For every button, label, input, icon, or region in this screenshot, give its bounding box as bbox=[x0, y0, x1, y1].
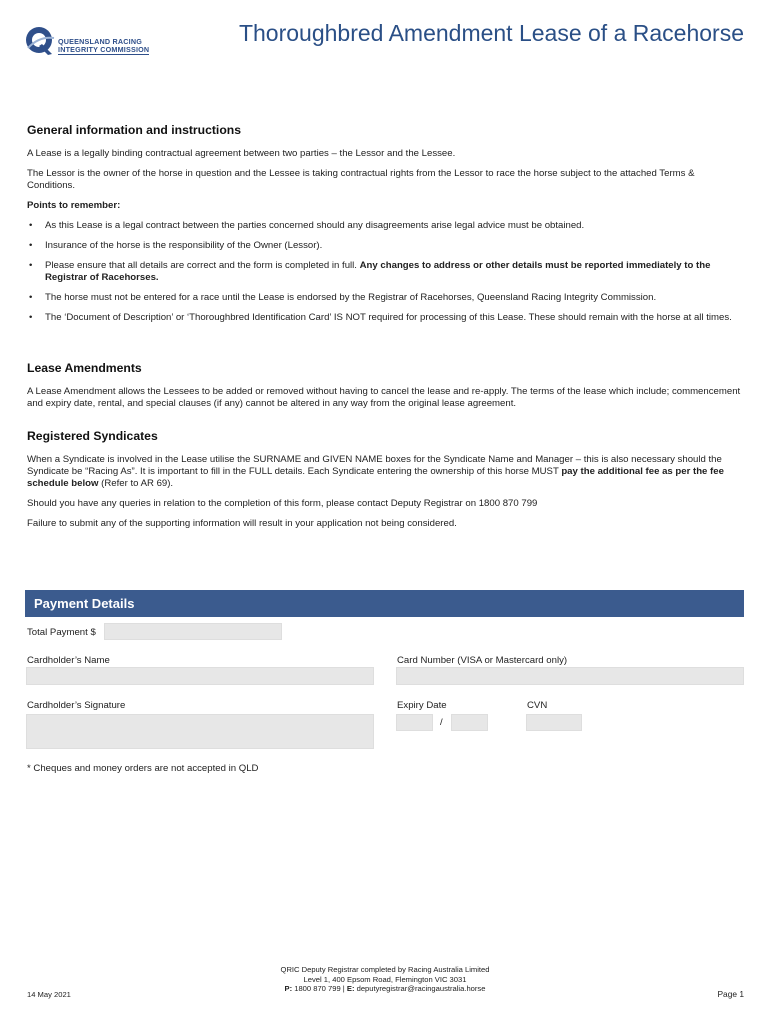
general-info-heading: General information and instructions bbox=[27, 123, 241, 137]
expiry-month-field[interactable] bbox=[396, 714, 433, 731]
footer-date: 14 May 2021 bbox=[27, 990, 71, 999]
expiry-year-field[interactable] bbox=[451, 714, 488, 731]
lease-amendments-section bbox=[27, 362, 745, 418]
lease-amendments-heading: Lease Amendments bbox=[27, 361, 142, 375]
payment-details-header: Payment Details bbox=[25, 590, 744, 617]
list-item: • Insurance of the horse is the responsibility of the Owner (Lessor). bbox=[29, 240, 323, 251]
expiry-date-label: Expiry Date bbox=[397, 700, 447, 711]
logo-line-1: QUEENSLAND RACING bbox=[58, 37, 143, 46]
page-title: Thoroughbred Amendment Lease of a Racehorse bbox=[238, 20, 744, 46]
syndicates-emphasis: pay the additional fee as per the fee schedule below bbox=[27, 466, 724, 489]
general-para-2: The Lessor is the owner of the horse in question and the Lessee is taking contractual rights from the Lessor to race the horse subject to the attached Terms & Conditions. bbox=[27, 168, 695, 191]
email-label: E: bbox=[346, 984, 355, 994]
logo-line-2: INTEGRITY COMMISSION bbox=[58, 45, 150, 54]
logo-wordmark bbox=[58, 38, 149, 55]
list-item: • As this Lease is a legal contract between the parties concerned should any disagreements arise legal advice must be obtained. bbox=[29, 220, 585, 231]
footer-line-2: Level 1, 400 Epsom Road, Flemington VIC 3031 bbox=[303, 974, 467, 984]
bullet-text: Insurance of the horse is the responsibility of the Owner (Lessor). bbox=[45, 240, 323, 251]
bullet-text: As this Lease is a legal contract between the parties concerned should any disagreements arise legal advice must be obtained. bbox=[45, 220, 585, 231]
email-address: deputyregistrar@racingaustralia.horse bbox=[354, 984, 486, 994]
payment-note: * Cheques and money orders are not accepted in QLD bbox=[27, 763, 259, 774]
bullet-emphasis: Any changes to address or other details must be reported immediately to the Registrar of Racehorses. bbox=[45, 260, 711, 283]
page-number: Page 1 bbox=[717, 989, 744, 999]
general-info-section bbox=[27, 124, 745, 332]
total-payment-field[interactable] bbox=[104, 623, 282, 640]
list-item: • Please ensure that all details are correct and the form is completed in full. Any changes to address or other details must be reported immediately to the Registrar of Racehorses. bbox=[29, 260, 711, 283]
list-item: • The ‘Document of Description’ or ‘Thoroughbred Identification Card’ IS NOT required for processing of this Lease. These should remain with the horse at all times. bbox=[29, 312, 732, 323]
syndicates-para-3: Failure to submit any of the supporting information will result in your application not being considered. bbox=[27, 518, 457, 529]
card-number-label: Card Number (VISA or Mastercard only) bbox=[397, 655, 568, 666]
points-list bbox=[27, 220, 745, 324]
cvn-label: CVN bbox=[527, 700, 548, 711]
cardholder-name-field[interactable] bbox=[26, 667, 374, 685]
syndicates-text: When a Syndicate is involved in the Lease utilise the SURNAME and GIVEN NAME boxes for the Syndicate Name and Manager – this is also necessary should the Syndicate be “Racing As”. It is important to fill in the FULL details. Each Syndicate entering the ownership of this horse MUST bbox=[27, 454, 722, 477]
list-item: • The horse must not be entered for a race until the Lease is endorsed by the Registrar of Racehorses, Queensland Racing Integrity Commission. bbox=[29, 292, 657, 303]
lease-amendments-para: A Lease Amendment allows the Lessees to be added or removed without having to cancel the lease and re-apply. The terms of the lease which include; commencement and expiry date, rental, and special clauses (if any) cannot be altered in any way from the original lease agreement. bbox=[27, 386, 741, 409]
bullet-text: The ‘Document of Description’ or ‘Thoroughbred Identification Card’ IS NOT required for processing of this Lease. These should remain with the horse at all times. bbox=[45, 312, 732, 323]
cvn-field[interactable] bbox=[526, 714, 582, 731]
footer-line-3 bbox=[235, 984, 535, 994]
phone-label: P: bbox=[284, 984, 293, 994]
expiry-separator: / bbox=[440, 717, 443, 728]
points-heading: Points to remember: bbox=[27, 200, 121, 211]
footer-line-1: QRIC Deputy Registrar completed by Racing Australia Limited bbox=[280, 965, 490, 974]
general-para-1: A Lease is a legally binding contractual agreement between two parties – the Lessor and the Lessee. bbox=[27, 148, 456, 159]
bullet-text: Please ensure that all details are correct and the form is completed in full. bbox=[45, 260, 360, 271]
cardholder-signature-field[interactable] bbox=[26, 714, 374, 749]
cardholder-name-label: Cardholder’s Name bbox=[27, 655, 110, 666]
registered-syndicates-heading: Registered Syndicates bbox=[27, 429, 158, 443]
footer-contact bbox=[235, 965, 535, 994]
registered-syndicates-section bbox=[27, 430, 745, 538]
card-number-field[interactable] bbox=[396, 667, 744, 685]
qric-emblem-icon bbox=[24, 24, 58, 58]
cardholder-signature-label: Cardholder’s Signature bbox=[27, 700, 126, 711]
qric-logo bbox=[24, 24, 164, 58]
syndicates-para-2: Should you have any queries in relation to the completion of this form, please contact Deputy Registrar on 1800 870 799 bbox=[27, 498, 538, 509]
syndicates-reference: (Refer to AR 69). bbox=[98, 478, 174, 489]
syndicates-para-1 bbox=[27, 454, 745, 490]
total-payment-label: Total Payment $ bbox=[27, 627, 96, 638]
bullet-text: The horse must not be entered for a race until the Lease is endorsed by the Registrar of Racehorses, Queensland Racing Integrity Commission. bbox=[45, 292, 657, 303]
phone-number: 1800 870 799 | bbox=[292, 984, 347, 994]
